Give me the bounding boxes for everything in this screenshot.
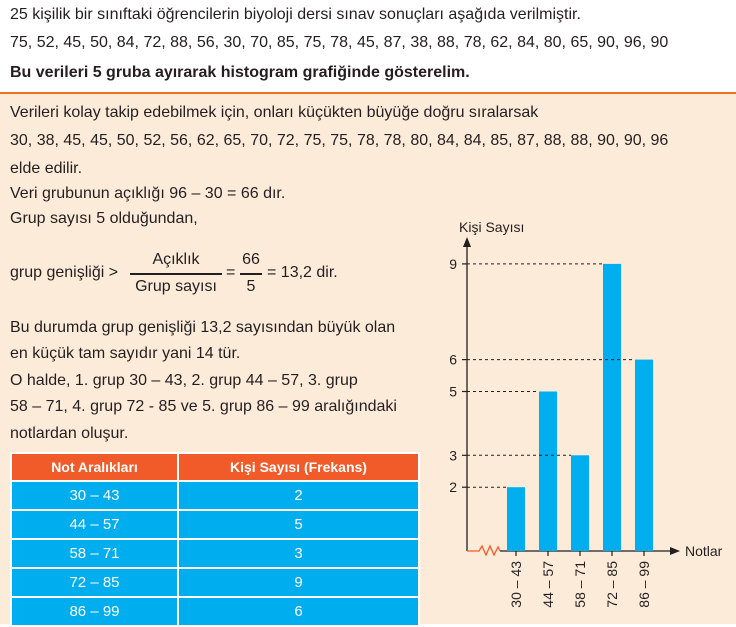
range-line: Veri grubunun açıklığı 96 – 30 = 66 dır. <box>10 185 286 202</box>
header-kisi-sayisi: Kişi Sayısı (Frekans) <box>178 453 419 481</box>
axis-break-zigzag <box>467 546 500 555</box>
x-axis-arrow <box>670 547 680 555</box>
header-not-araliklari: Not Aralıkları <box>11 453 178 481</box>
sorted-end: elde edilir. <box>10 160 83 177</box>
x-tick-label: 72 – 85 <box>604 561 620 608</box>
group-count-line: Grup sayısı 5 olduğundan, <box>10 210 198 227</box>
cell-range: 44 – 57 <box>11 510 178 539</box>
cell-range: 58 – 71 <box>11 539 178 568</box>
cell-freq: 9 <box>178 568 419 597</box>
cell-freq: 5 <box>178 510 419 539</box>
cell-range: 72 – 85 <box>11 568 178 597</box>
y-axis-arrow <box>463 237 471 247</box>
cell-freq: 2 <box>178 481 419 510</box>
formula-denominator-2: 5 <box>246 278 256 295</box>
formula-numerator-1: Açıklık <box>152 251 200 268</box>
problem-intro: 25 kişilik bir sınıftaki öğrencilerin biyoloji dersi sınav sonuçları aşağıda verilmiştir. <box>10 6 581 23</box>
histogram-bar <box>539 392 557 552</box>
y-tick-label: 6 <box>449 351 457 368</box>
formula-denominator-1: Grup sayısı <box>135 278 217 295</box>
cell-freq: 6 <box>178 597 419 626</box>
para-line-5: notlardan oluşur. <box>10 425 129 442</box>
table-row <box>11 597 419 626</box>
para-line-1: Bu durumda grup genişliği 13,2 sayısından büyük olan <box>10 319 396 336</box>
fraction-line-2 <box>240 273 262 275</box>
x-tick-label: 86 – 99 <box>636 561 652 608</box>
table-row <box>11 510 419 539</box>
frequency-table <box>10 452 420 627</box>
raw-values: 75, 52, 45, 50, 84, 72, 88, 56, 30, 70, 85, 75, 78, 45, 87, 38, 88, 78, 62, 84, 80, 65, 90, 96, 90 <box>10 34 669 51</box>
sorted-values: 30, 38, 45, 45, 50, 52, 56, 62, 65, 70, 72, 75, 75, 78, 78, 80, 84, 84, 85, 87, 88, 88, 90, 90, 96 <box>10 132 669 149</box>
y-tick-label: 2 <box>449 479 457 496</box>
fraction-line-1 <box>130 273 222 275</box>
x-tick-label: 30 – 43 <box>508 561 524 608</box>
histogram-bar <box>507 487 525 551</box>
table-row <box>11 481 419 510</box>
x-tick-label: 58 – 71 <box>572 561 588 608</box>
y-axis-label: Kişi Sayısı <box>459 219 525 235</box>
histogram-chart <box>430 210 736 624</box>
table-header-row <box>11 453 419 481</box>
table-row <box>11 568 419 597</box>
sort-intro: Verileri kolay takip edebilmek için, onları küçükten büyüğe doğru sıralarsak <box>10 104 539 121</box>
para-line-2: en küçük tam sayıdır yani 14 tür. <box>10 345 241 362</box>
x-axis-label: Notlar <box>685 543 723 559</box>
para-line-3: O halde, 1. grup 30 – 43, 2. grup 44 – 57, 3. grup <box>10 372 358 389</box>
cell-freq: 3 <box>178 539 419 568</box>
task-statement: Bu verileri 5 gruba ayırarak histogram grafiğinde gösterelim. <box>10 64 470 81</box>
table-row <box>11 539 419 568</box>
formula-equals: = <box>226 264 236 281</box>
cell-range: 30 – 43 <box>11 481 178 510</box>
y-tick-label: 5 <box>449 383 457 400</box>
para-line-4: 58 – 71, 4. grup 72 - 85 ve 5. grup 86 – 99 aralığındaki <box>10 398 397 415</box>
cell-range: 86 – 99 <box>11 597 178 626</box>
formula-numerator-2: 66 <box>242 251 260 268</box>
histogram-bar <box>571 455 589 551</box>
panel-top-border <box>0 92 736 94</box>
x-tick-label: 44 – 57 <box>540 561 556 608</box>
y-tick-label: 3 <box>449 447 457 464</box>
formula-lhs: grup genişliği > <box>10 264 119 281</box>
y-tick-label: 9 <box>449 255 457 272</box>
formula-result: = 13,2 dir. <box>267 264 338 281</box>
histogram-bar <box>635 360 653 551</box>
histogram-bar <box>603 264 621 551</box>
